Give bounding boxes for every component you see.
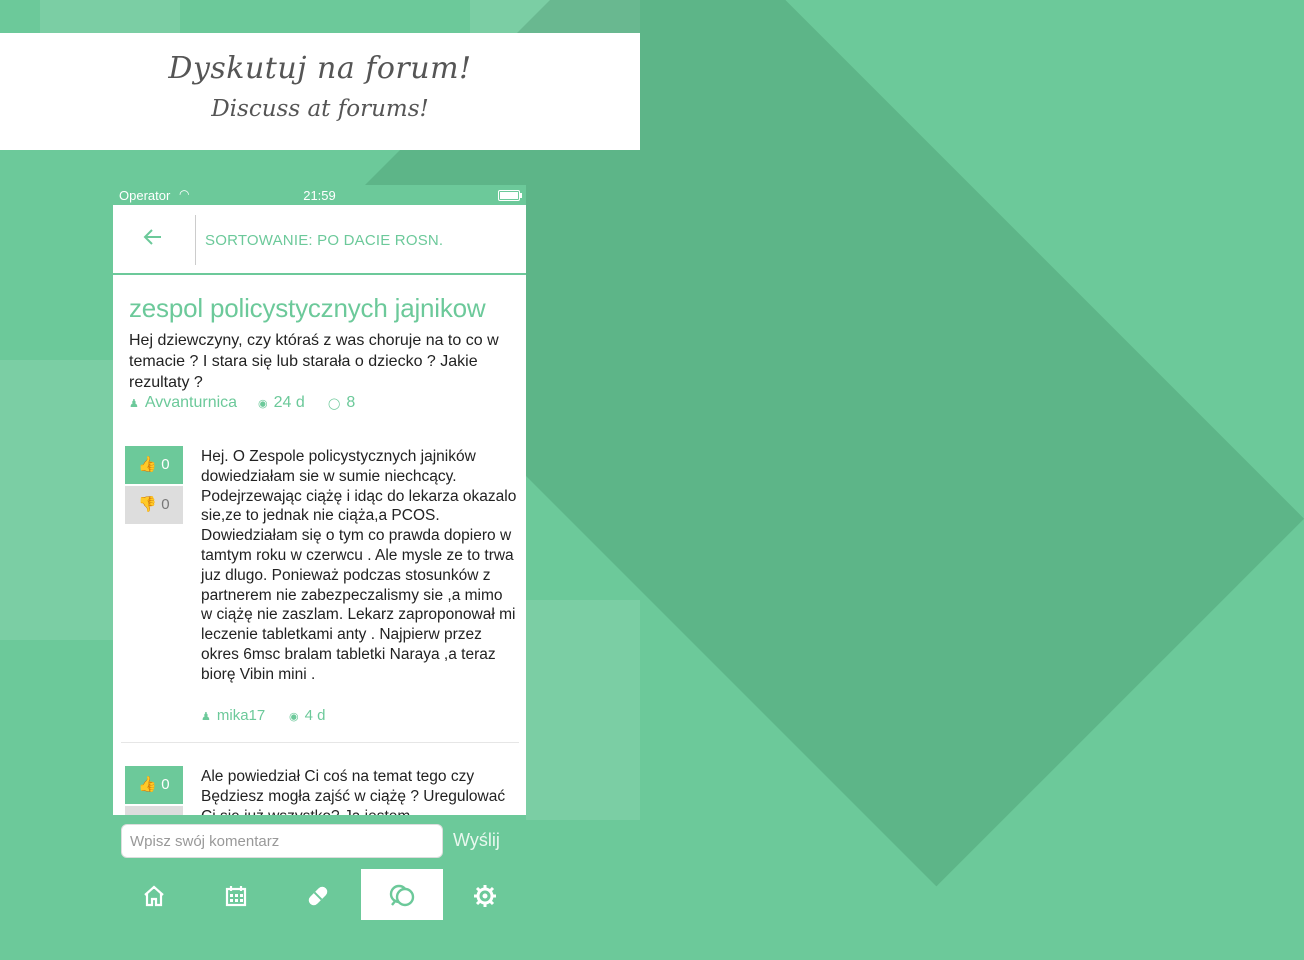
pill-icon [305,883,331,909]
comment-bar [113,815,526,869]
comment-input[interactable] [121,824,443,858]
topic-author-name: Avvanturnica [144,394,238,411]
user-icon: ♟ [201,711,211,723]
tab-settings[interactable] [444,869,526,920]
user-icon: ♟ [129,398,139,410]
banner-subtitle: Discuss at forums! [211,96,429,122]
like-count: 0 [161,776,170,793]
topic-author[interactable] [129,394,237,412]
chat-icon [388,883,416,909]
dislike-count: 0 [161,496,170,513]
phone-screen [113,185,526,920]
thumbs-up-icon: 👍 [138,776,158,793]
topic-comment-count-value: 8 [346,394,356,411]
wifi-icon: ◠ [179,187,190,201]
like-button[interactable] [125,446,183,484]
tab-forum[interactable] [361,869,443,920]
topic-comment-count [328,394,355,412]
post-body: Hej. O Zespole policystycznych jajników dowiedziałam sie w sumie niechcący. Podejrzewając ciążę i idąc do lekarza okazalo sie,ze to jednak nie ciąża,a PCOS. Dowiedziałam się o tym co prawda dopiero w tamtym roku w czerwcu . Ale mysle ze to trwa juz dlugo. Ponieważ podczas stosunków z partnerem nie zabezpeczalismy sie ,a mimo w ciążę nie zaszlam. Lekarz zaproponował mi leczenie tabletkami anty . Najpierw przez okres 6msc bralam tabletki Naraya ,a teraz biorę Vibin mini . [201,448,517,683]
carrier-label: Operator [119,188,171,203]
tab-pills[interactable] [277,869,359,920]
topic-body: Hej dziewczyny, czy któraś z was choruje na to co w temacie ? I stara się lub starała o dziecko ? Jakie rezultaty ? [129,332,499,391]
sort-selector[interactable]: SORTOWANIE: PO DACIE ROSN. [205,232,444,249]
battery-icon [498,190,520,201]
tab-calendar[interactable] [195,869,277,920]
post-body: Ale powiedział Ci coś na temat tego czy Będziesz mogła zajść w ciążę ? Uregulować [201,768,506,805]
post-age [289,707,325,724]
post-author-name: mika17 [216,707,266,724]
dislike-button[interactable] [125,486,183,524]
send-button[interactable]: Wyślij [453,830,500,850]
like-count: 0 [161,456,170,473]
topic-age-value: 24 d [273,394,305,411]
comment-icon: ◯ [328,398,341,410]
back-arrow-icon[interactable] [139,223,167,253]
nav-divider [195,215,196,265]
banner-title: Dyskutuj na forum! [168,51,472,86]
topic-title: zespol policystycznych jajnikow [129,293,486,323]
promo-banner [0,33,640,150]
gear-icon [473,884,497,908]
status-bar [113,185,526,205]
post-author[interactable] [201,707,265,724]
like-button[interactable] [125,766,183,804]
tab-home[interactable] [113,869,195,920]
thread-content [113,275,526,815]
clock: 21:59 [303,188,336,203]
background-shape [526,600,640,820]
calendar-icon [224,884,248,908]
background-shape [40,0,180,33]
background-shape [0,360,113,640]
tab-bar [113,869,526,920]
post-divider [121,742,519,743]
clock-icon: ◉ [258,398,268,410]
topic-age [258,394,305,412]
post-age-value: 4 d [304,707,326,724]
thumbs-up-icon: 👍 [138,456,158,473]
nav-bar [113,205,526,275]
home-icon [142,884,166,908]
clock-icon: ◉ [289,711,299,723]
thumbs-down-icon: 👎 [138,496,158,513]
